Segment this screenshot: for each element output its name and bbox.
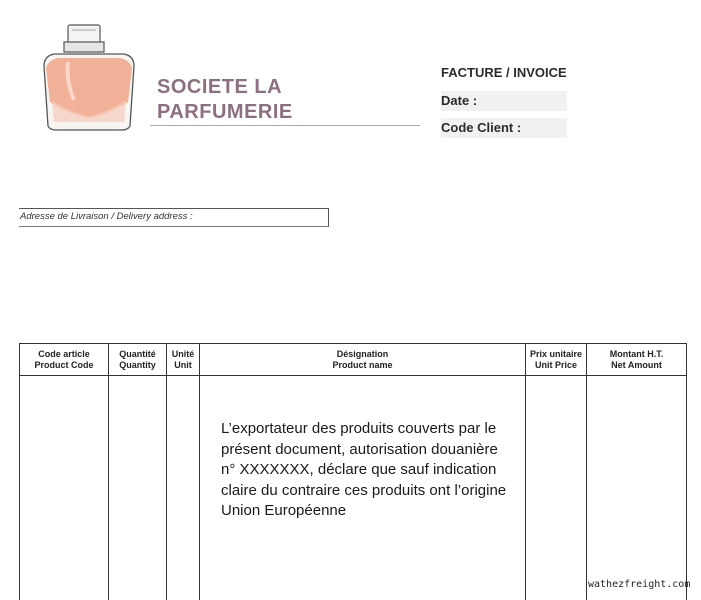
- column-header-en: Net Amount: [611, 359, 662, 370]
- column-header-en: Product Code: [34, 359, 94, 370]
- column-header-unit-price: [526, 344, 587, 376]
- client-code-label: Code Client :: [441, 120, 522, 135]
- net-amount-cell[interactable]: [587, 376, 687, 600]
- column-header-fr: Code article: [38, 348, 90, 359]
- column-header-fr: Quantité: [119, 348, 156, 359]
- column-header-net-amount: [587, 344, 687, 376]
- column-header-unit: [167, 344, 200, 376]
- product-code-cell[interactable]: [20, 376, 109, 600]
- company-underline: [150, 125, 420, 126]
- column-header-fr: Prix unitaire: [529, 348, 583, 359]
- delivery-address-label: Adresse de Livraison / Delivery address :: [20, 211, 193, 222]
- column-header-product-code: [20, 344, 109, 376]
- date-label: Date :: [441, 93, 478, 108]
- unit-cell[interactable]: [167, 376, 200, 600]
- column-header-product-name: [200, 344, 526, 376]
- perfume-bottle-icon: [38, 22, 140, 134]
- table-header-row: [20, 344, 687, 376]
- table-row: [20, 376, 687, 600]
- column-header-en: Quantity: [119, 359, 156, 370]
- column-header-fr: Montant H.T.: [609, 348, 664, 359]
- company-name-line1: SOCIETE LA: [157, 76, 283, 98]
- column-header-en: Unit Price: [534, 359, 577, 370]
- items-table-container: [19, 343, 686, 600]
- company-name-line2: PARFUMERIE: [157, 101, 293, 123]
- column-header-quantity: [109, 344, 167, 376]
- watermark: wathezfreight.com: [588, 579, 691, 590]
- invoice-title: FACTURE / INVOICE: [441, 65, 567, 80]
- column-header-fr: Désignation: [336, 348, 389, 359]
- column-header-en: Product name: [332, 359, 393, 370]
- column-header-fr: Unité: [171, 348, 195, 359]
- items-table: [19, 343, 687, 600]
- product-name-cell[interactable]: [200, 376, 526, 600]
- unit-price-cell[interactable]: [526, 376, 587, 600]
- column-header-en: Unit: [174, 359, 192, 370]
- origin-declaration-text: L’exportateur des produits couverts par le présent document, autorisation douanière n° XXXXXXX, déclare que sauf indication claire du contraire ces produits ont l’origine Union Européenne: [221, 420, 507, 519]
- quantity-cell[interactable]: [109, 376, 167, 600]
